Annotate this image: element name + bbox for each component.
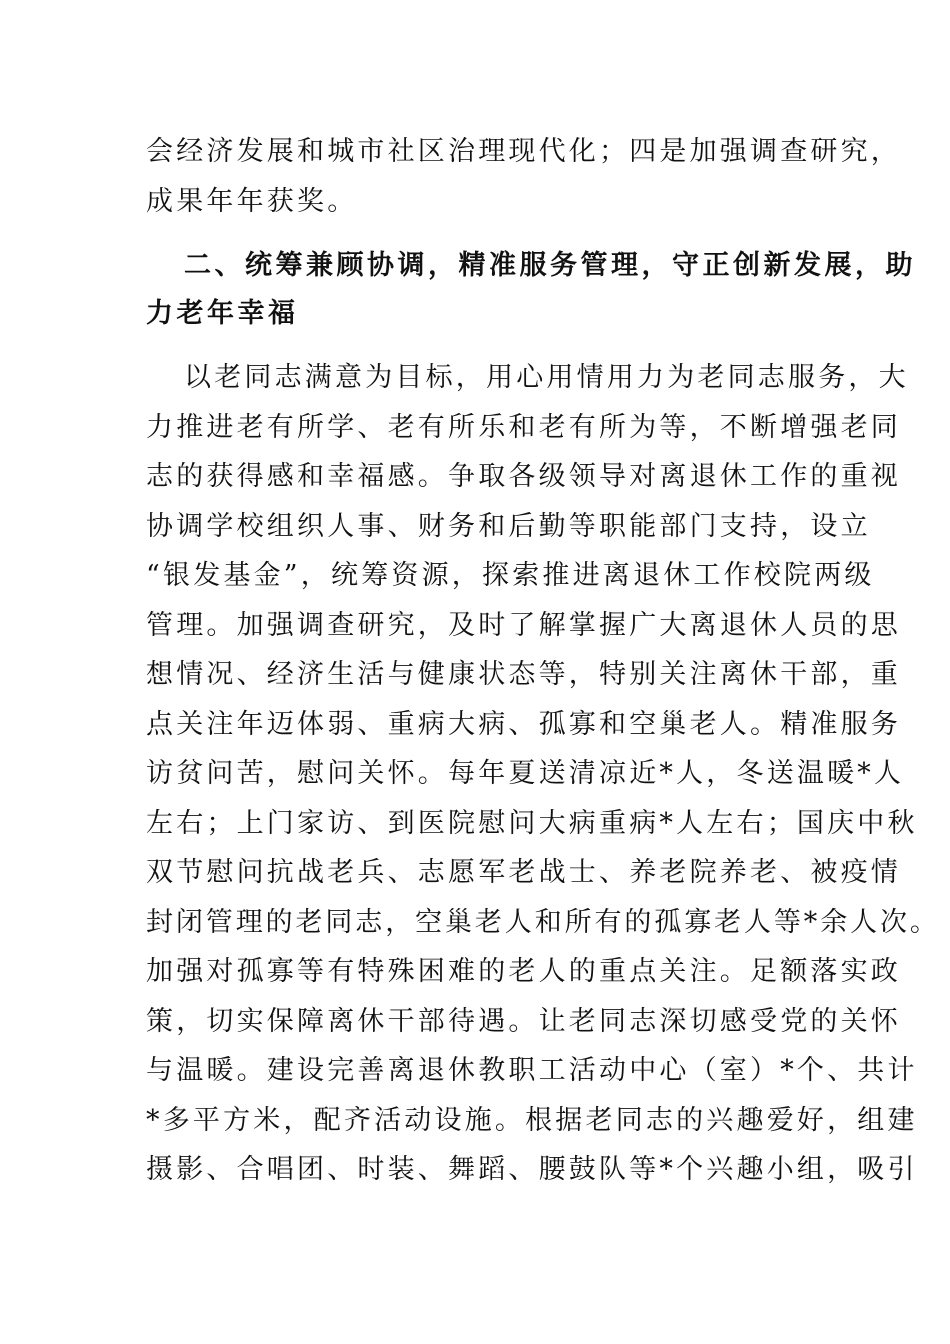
- body-text-line: 左右；上门家访、到医院慰问大病重病*人左右；国庆中秋: [146, 808, 918, 839]
- section-heading-line: 二、统筹兼顾协调，精准服务管理，守正创新发展，助: [184, 250, 916, 281]
- section-heading-line: 力老年幸福: [146, 298, 299, 329]
- body-text-line: 摄影、合唱团、时装、舞蹈、腰鼓队等*个兴趣小组，吸引: [146, 1154, 918, 1185]
- body-text-line: 策，切实保障离休干部待遇。让老同志深切感受党的关怀: [146, 1006, 901, 1037]
- body-text-line: 协调学校组织人事、财务和后勤等职能部门支持，设立: [146, 511, 871, 542]
- body-text-line: 力推进老有所学、老有所乐和老有所为等，不断增强老同: [146, 412, 901, 443]
- body-text-line: 以老同志满意为目标，用心用情用力为老同志服务，大: [184, 362, 909, 393]
- body-text-line: “银发基金”，统筹资源，探索推进离退休工作校院两级: [146, 560, 875, 591]
- body-text-line: *多平方米，配齐活动设施。根据老同志的兴趣爱好，组建: [146, 1105, 918, 1136]
- body-text-line: 管理。加强调查研究，及时了解掌握广大离退休人员的思: [146, 610, 901, 641]
- body-text-line: 双节慰问抗战老兵、志愿军老战士、养老院养老、被疫情: [146, 857, 901, 888]
- body-text-line: 志的获得感和幸福感。争取各级领导对离退休工作的重视: [146, 461, 901, 492]
- body-text-line: 加强对孤寡等有特殊困难的老人的重点关注。足额落实政: [146, 956, 901, 987]
- body-text-line: 点关注年迈体弱、重病大病、孤寡和空巢老人。精准服务: [146, 709, 901, 740]
- body-text-line: 访贫问苦，慰问关怀。每年夏送清凉近*人，冬送温暖*人: [146, 758, 905, 789]
- body-text-line: 封闭管理的老同志，空巢老人和所有的孤寡老人等*余人次。: [146, 907, 940, 938]
- body-text-line: 与温暖。建设完善离退休教职工活动中心（室）*个、共计: [146, 1055, 918, 1086]
- body-text-line: 想情况、经济生活与健康状态等，特别关注离休干部，重: [146, 659, 901, 690]
- body-text-line: 成果年年获奖。: [146, 186, 358, 217]
- body-text-line: 会经济发展和城市社区治理现代化；四是加强调查研究，: [146, 136, 901, 167]
